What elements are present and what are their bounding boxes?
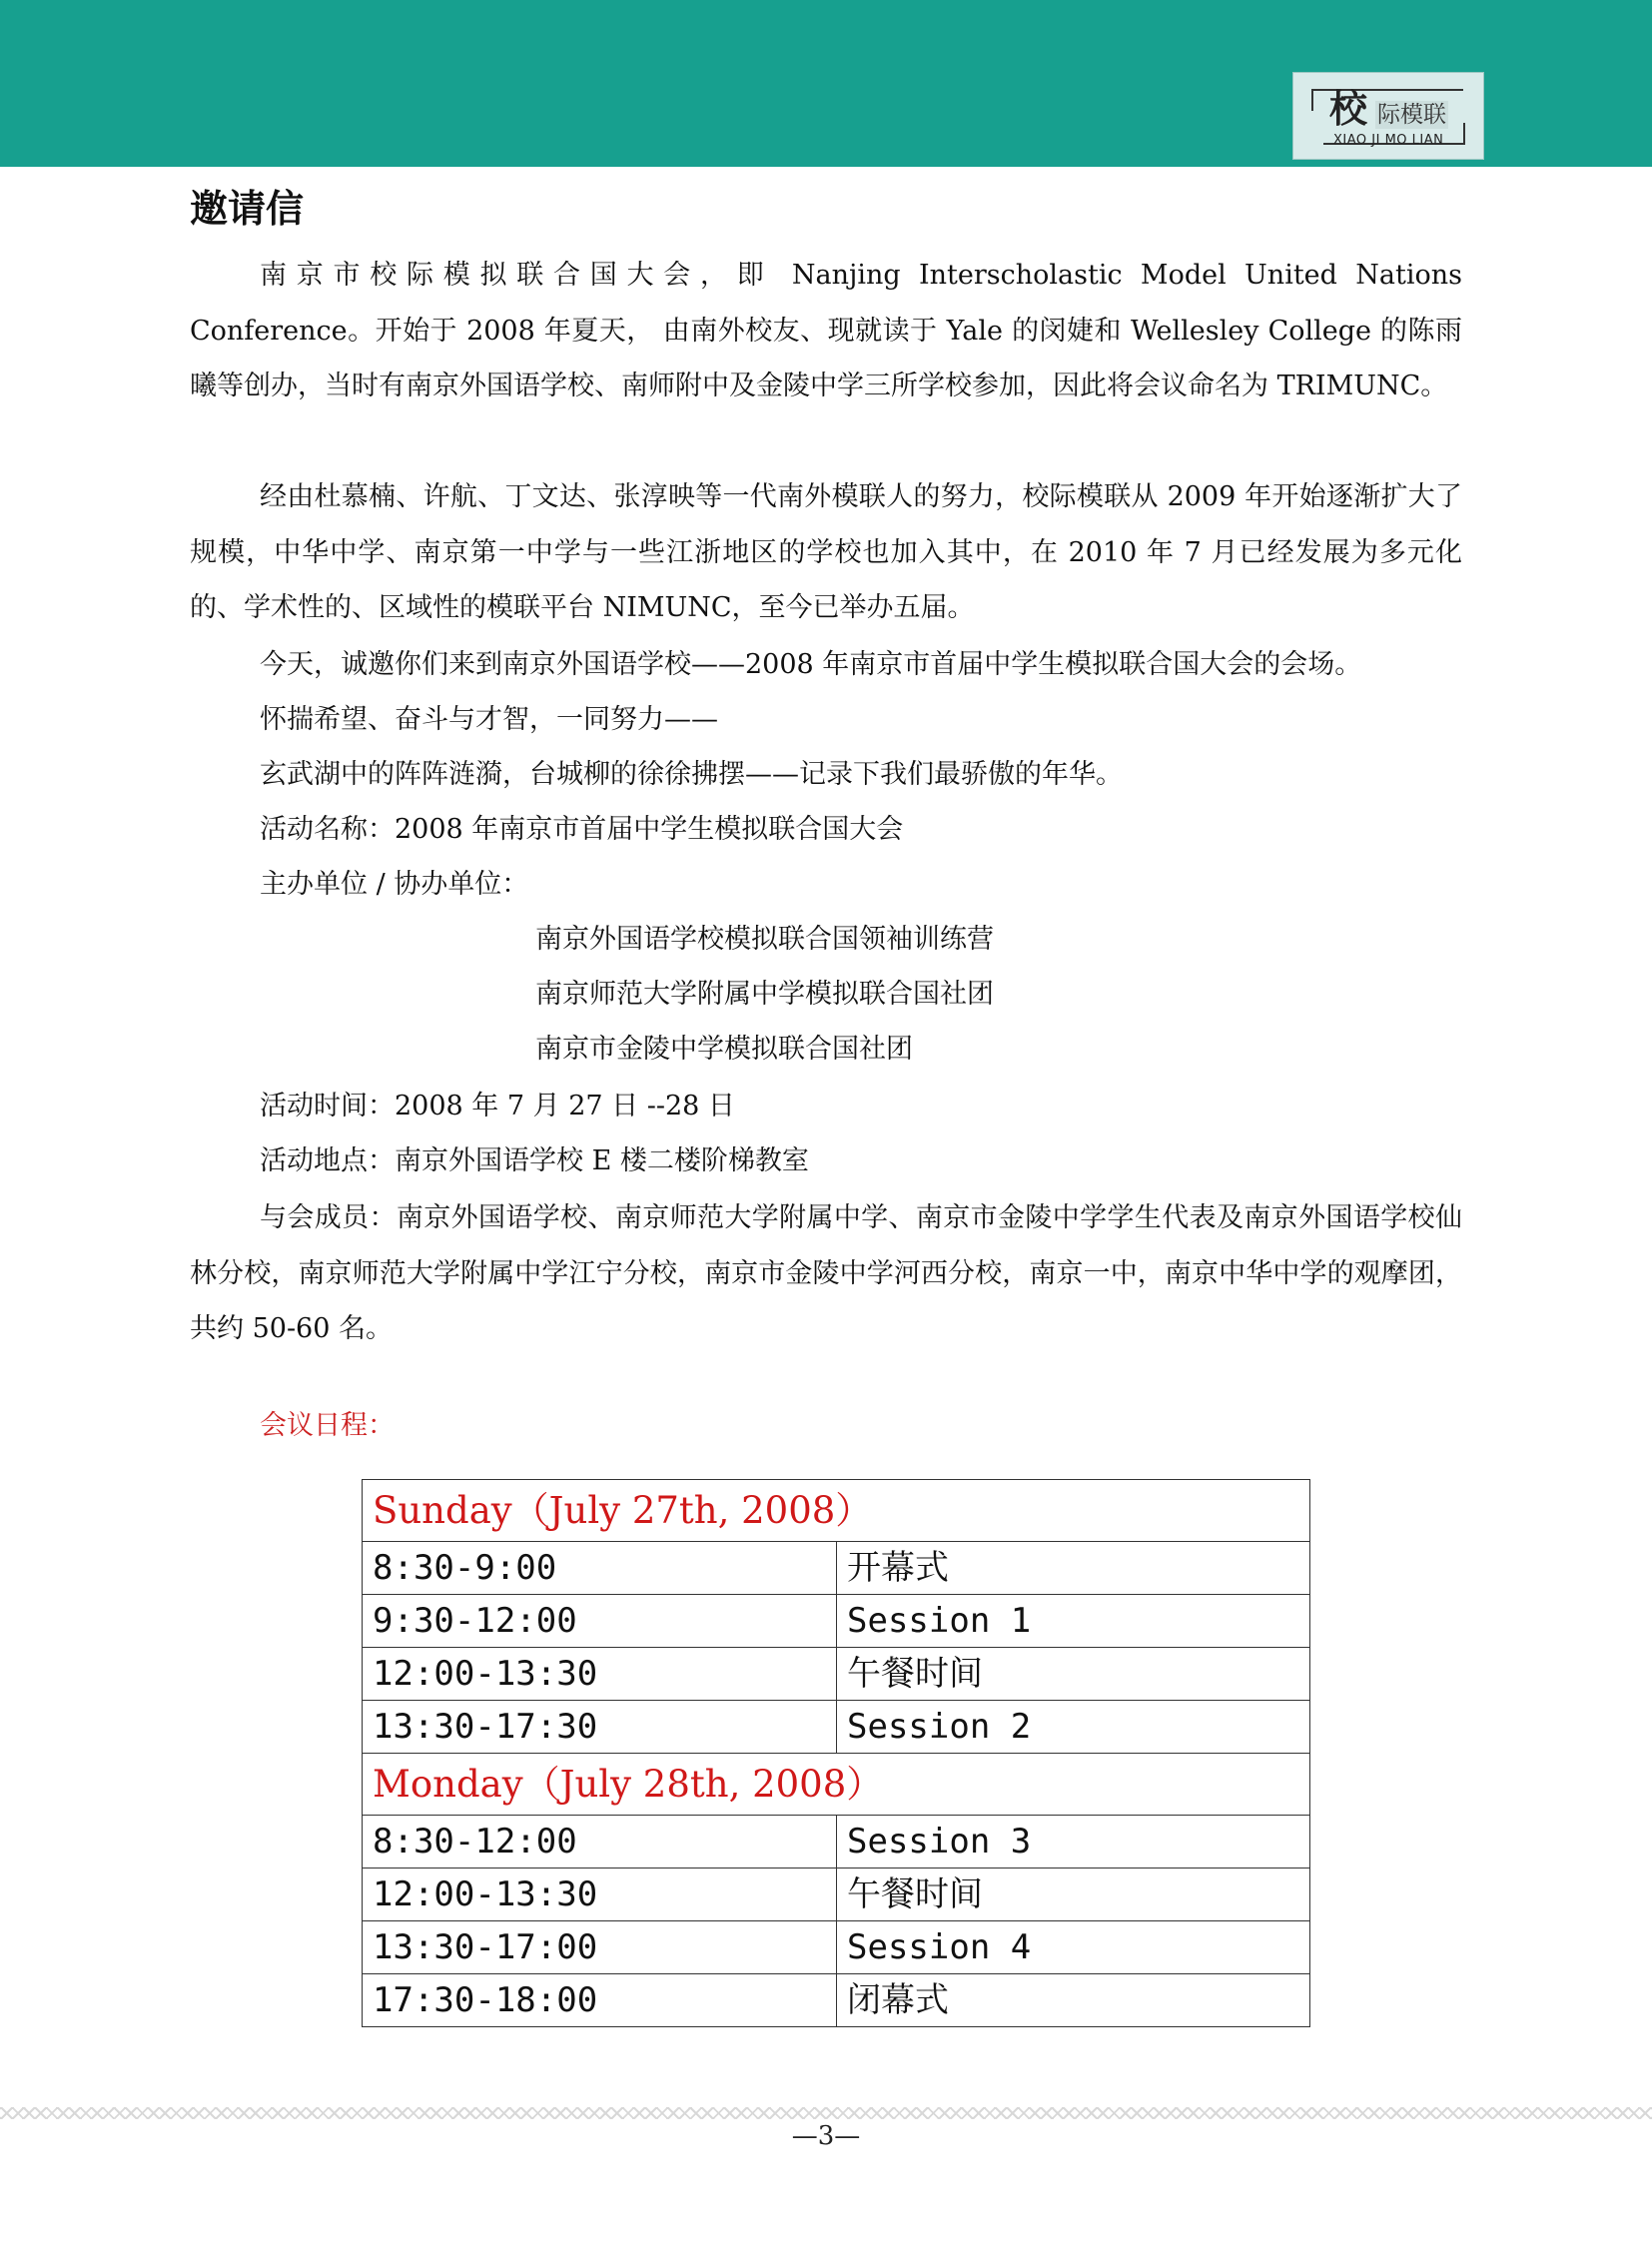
table-row	[363, 1542, 1310, 1595]
item-cell: 开幕式	[837, 1542, 1310, 1595]
item-cell: 午餐时间	[837, 1868, 1310, 1921]
event-place: 活动地点：南京外国语学校 E 楼二楼阶梯教室	[260, 1145, 809, 1176]
item-cell: Session 1	[837, 1595, 1310, 1648]
day-header-row	[363, 1754, 1310, 1816]
page-number: —3—	[791, 2121, 861, 2151]
organizer-item: 南京师范大学附属中学模拟联合国社团	[535, 979, 994, 1010]
organizer-item: 南京市金陵中学模拟联合国社团	[535, 1034, 913, 1065]
logo-small-text: 际模联	[1377, 102, 1446, 128]
item-cell: 午餐时间	[837, 1648, 1310, 1701]
item-cell: 闭幕式	[837, 1974, 1310, 2027]
time-cell: 12:00-13:30	[363, 1648, 837, 1701]
organizer-item: 南京外国语学校模拟联合国领袖训练营	[535, 924, 994, 955]
organizers-label: 主办单位 / 协办单位：	[260, 869, 529, 900]
day-header: Sunday（July 27th, 2008）	[363, 1480, 1310, 1542]
table-row	[363, 1816, 1310, 1868]
table-row	[363, 1974, 1310, 2027]
table-row	[363, 1595, 1310, 1648]
hope-line: 怀揣希望、奋斗与才智，一同努力——	[260, 704, 718, 735]
logo	[1292, 72, 1484, 160]
table-row	[363, 1701, 1310, 1754]
table-row	[363, 1921, 1310, 1974]
intro-paragraph: 南京市校际模拟联合国大会，即 Nanjing Interscholastic Model United Nations Conference。开始于 2008 年夏天， 由南外校友、现就读于 Yale 的闵婕和 Wellesley College 的陈雨曦等创办，当时有南京外国语学校、南师附中及金陵中学三所学校参加，因此将会议命名为 TRIMUNC。	[190, 260, 1462, 401]
logo-big-char: 校	[1329, 87, 1368, 131]
time-cell: 13:30-17:30	[363, 1701, 837, 1754]
time-cell: 8:30-12:00	[363, 1816, 837, 1868]
history-paragraph: 经由杜慕楠、许航、丁文达、张淳映等一代南外模联人的努力，校际模联从 2009 年开始逐渐扩大了规模，中华中学、南京第一中学与一些江浙地区的学校也加入其中，在 2010 年 7 月已经发展为多元化的、学术性的、区域性的模联平台 NIMUNC，至今已举办五届。	[190, 481, 1462, 623]
day-header: Monday（July 28th, 2008）	[363, 1754, 1310, 1816]
members-paragraph: 与会成员：南京外国语学校、南京师范大学附属中学、南京市金陵中学学生代表及南京外国语学校仙林分校，南京师范大学附属中学江宁分校，南京市金陵中学河西分校，南京一中，南京中华中学的观摩团，共约 50-60 名。	[190, 1202, 1462, 1344]
time-cell: 8:30-9:00	[363, 1542, 837, 1595]
item-cell: Session 2	[837, 1701, 1310, 1754]
agenda-table	[362, 1479, 1310, 2027]
day-header-row	[363, 1480, 1310, 1542]
item-cell: Session 4	[837, 1921, 1310, 1974]
table-row	[363, 1648, 1310, 1701]
time-cell: 13:30-17:00	[363, 1921, 837, 1974]
logo-latin-text: XIAO JI MO LIAN	[1333, 133, 1444, 148]
page-title: 邀请信	[190, 187, 305, 231]
event-time: 活动时间：2008 年 7 月 27 日 --28 日	[260, 1091, 735, 1121]
time-cell: 12:00-13:30	[363, 1868, 837, 1921]
invite-line: 今天，诚邀你们来到南京外国语学校——2008 年南京市首届中学生模拟联合国大会的会场。	[260, 649, 1362, 680]
footer-divider	[0, 2107, 1652, 2119]
agenda-label: 会议日程：	[260, 1410, 395, 1441]
event-name: 活动名称：2008 年南京市首届中学生模拟联合国大会	[260, 814, 904, 845]
item-cell: Session 3	[837, 1816, 1310, 1868]
table-row	[363, 1868, 1310, 1921]
time-cell: 17:30-18:00	[363, 1974, 837, 2027]
time-cell: 9:30-12:00	[363, 1595, 837, 1648]
lake-line: 玄武湖中的阵阵涟漪，台城柳的徐徐拂摆——记录下我们最骄傲的年华。	[260, 759, 1123, 790]
